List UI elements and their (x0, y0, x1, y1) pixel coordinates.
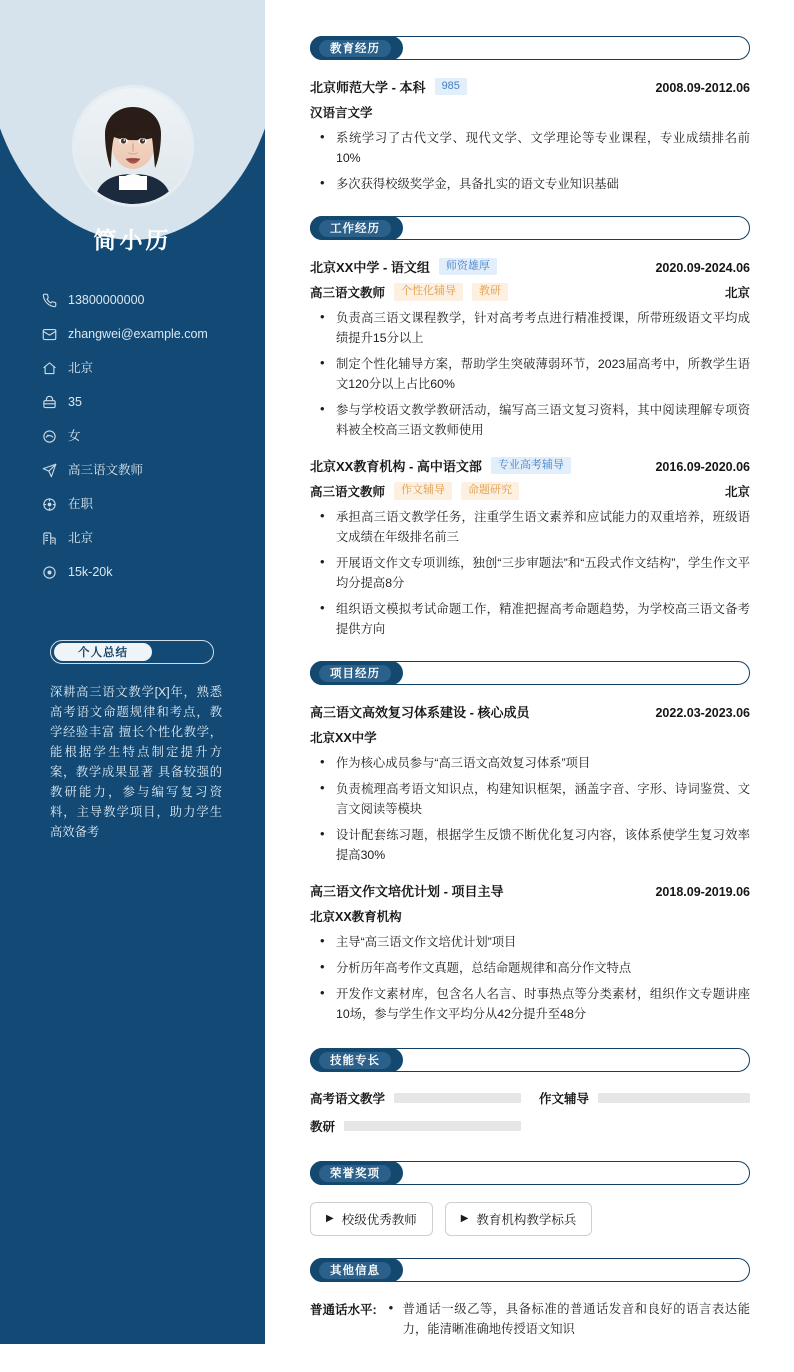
skill-name: 高考语文教学 (310, 1092, 386, 1106)
skill-item (310, 1117, 521, 1135)
entry-row (310, 283, 750, 301)
contact-item-email[interactable] (42, 327, 265, 342)
skill-bar-track (394, 1093, 521, 1103)
section-title: 其他信息 (319, 1262, 391, 1279)
honors-list (310, 1202, 750, 1236)
project-entry (310, 702, 750, 865)
entry-left (310, 257, 497, 276)
section-cap (310, 1161, 403, 1185)
list-item: • 开展语文作文专项训练，独创“三步审题法”和“五段式作文结构”，学生作文平均分提高8分 (314, 553, 750, 593)
list-item: • 承担高三语文教学任务，注重学生语文素养和应试能力的双重培养，班级语文成绩在年级排名前三 (314, 507, 750, 547)
contact-item-phone[interactable] (42, 293, 265, 308)
contact-value: 在职 (68, 497, 94, 512)
section-cap (310, 216, 403, 240)
project-name: 高三语文高效复习体系建设 - 核心成员 (310, 705, 530, 720)
work-location: 北京 (724, 485, 750, 499)
section-header-honors (310, 1161, 750, 1185)
city-icon (42, 531, 57, 546)
skill-item (310, 1089, 521, 1107)
home-icon (42, 361, 57, 376)
work-location: 北京 (724, 286, 750, 300)
company-tag: 师资雄厚 (439, 258, 497, 276)
honor-label: 校级优秀教师 (341, 1213, 417, 1227)
section-title: 项目经历 (319, 665, 391, 682)
section-cap (310, 36, 403, 60)
contact-item-salary (42, 565, 265, 580)
age-icon (42, 395, 57, 410)
project-org: 北京XX教育机构 (310, 910, 402, 924)
skill-name: 教研 (310, 1120, 336, 1134)
list-item: • 组织语文模拟考试命题工作，精准把握高考命题趋势，为学校高三语文备考提供方向 (314, 599, 750, 639)
entry-row (310, 881, 750, 900)
list-item: • 普通话一级乙等，具备标准的普通话发音和良好的语言表达能力，能清晰准确地传授语文知识 (383, 1299, 750, 1339)
email-icon (42, 327, 57, 342)
education-bullets (314, 128, 750, 194)
entry-left (310, 702, 530, 721)
list-item: • 制定个性化辅导方案，帮助学生突破薄弱环节，2023届高考中，所教学生语文120分以上占比60% (314, 354, 750, 394)
contact-value: zhangwei@example.com (68, 327, 208, 342)
work-entry (310, 257, 750, 440)
status-icon (42, 497, 57, 512)
contact-value: 15k-20k (68, 565, 113, 580)
list-item: • 负责高三语文课程教学，针对高考考点进行精准授课，所带班级语文平均成绩提升15分以上 (314, 308, 750, 348)
company-name: 北京XX教育机构 - 高中语文部 (310, 459, 482, 474)
contact-item-home (42, 361, 265, 376)
school-tag: 985 (435, 78, 467, 96)
contact-value: 女 (68, 429, 81, 444)
section-cap (310, 1048, 403, 1072)
contact-item-gender (42, 429, 265, 444)
list-item: • 负责梳理高考语文知识点，构建知识框架，涵盖字音、字形、诗词鉴赏、文言文阅读等模块 (314, 779, 750, 819)
skill-bar-track (598, 1093, 750, 1103)
entry-left (310, 77, 467, 96)
section-header-other (310, 1258, 750, 1282)
contact-list (42, 293, 265, 580)
role-tag: 命题研究 (461, 482, 519, 500)
other-info-key: 普通话水平: (310, 1303, 377, 1317)
contact-item-position (42, 463, 265, 478)
work-bullets (314, 507, 750, 639)
work-date: 2016.09-2020.06 (655, 460, 750, 474)
main-content (265, 0, 794, 1372)
list-item: • 系统学习了古代文学、现代文学、文学理论等专业课程，专业成绩排名前10% (314, 128, 750, 168)
entry-left (310, 283, 508, 301)
list-item: • 开发作文素材库，包含名人名言、时事热点等分类素材，组织作文专题讲座10场，参与学生作文平均分从42分提升至48分 (314, 984, 750, 1024)
list-item: • 主导“高三语文作文培优计划”项目 (314, 932, 750, 952)
project-name: 高三语文作文培优计划 - 项目主导 (310, 884, 504, 899)
sidebar (0, 0, 265, 1344)
summary-header (50, 640, 214, 664)
section-honors (310, 1161, 750, 1236)
entry-row (310, 482, 750, 500)
job-role: 高三语文教师 (310, 485, 386, 499)
section-title: 工作经历 (319, 220, 391, 237)
education-date: 2008.09-2012.06 (655, 81, 750, 95)
company-tag: 专业高考辅导 (491, 457, 571, 475)
section-title: 教育经历 (319, 40, 391, 57)
project-date: 2022.03-2023.06 (655, 706, 750, 720)
avatar-wrapper (75, 0, 191, 204)
entry-left (310, 881, 504, 900)
work-entry (310, 456, 750, 639)
contact-item-status (42, 497, 265, 512)
section-other (310, 1258, 750, 1339)
company-name: 北京XX中学 - 语文组 (310, 260, 430, 275)
role-tag: 教研 (472, 283, 508, 301)
phone-icon (42, 293, 57, 308)
salary-icon (42, 565, 57, 580)
work-bullets (314, 308, 750, 440)
list-item: • 参与学校语文教学教研活动，编写高三语文复习资料，其中阅读理解专项资料被全校高三语文教师使用 (314, 400, 750, 440)
list-item: • 作为核心成员参与“高三语文高效复习体系”项目 (314, 753, 750, 773)
person-name: 简小历 (93, 227, 172, 253)
section-header-work (310, 216, 750, 240)
position-icon (42, 463, 57, 478)
project-entry (310, 881, 750, 1024)
section-education (310, 36, 750, 194)
section-title: 荣誉奖项 (319, 1165, 391, 1182)
skills-list (310, 1089, 750, 1135)
contact-value: 35 (68, 395, 82, 410)
summary-title: 个人总结 (54, 643, 152, 661)
section-cap (310, 1258, 403, 1282)
work-date: 2020.09-2024.06 (655, 261, 750, 275)
other-bullets (383, 1299, 750, 1339)
contact-value: 高三语文教师 (68, 463, 144, 478)
entry-row (310, 77, 750, 96)
skill-bar-track (344, 1121, 521, 1131)
entry-row (310, 702, 750, 721)
school-name: 北京师范大学 - 本科 (310, 80, 426, 95)
section-header-education (310, 36, 750, 60)
list-item: • 多次获得校级奖学金，具备扎实的语文专业知识基础 (314, 174, 750, 194)
honor-badge[interactable] (445, 1202, 593, 1236)
other-info-value (383, 1299, 750, 1339)
section-header-projects (310, 661, 750, 685)
entry-row (310, 257, 750, 276)
section-title: 技能专长 (319, 1052, 391, 1069)
contact-item-city (42, 531, 265, 546)
contact-value: 13800000000 (68, 293, 145, 308)
play-triangle-icon: ▶ (460, 1213, 469, 1224)
skill-name: 作文辅导 (539, 1092, 590, 1106)
avatar (75, 88, 191, 204)
entry-left (310, 456, 571, 475)
entry-row (310, 456, 750, 475)
honor-label: 教育机构教学标兵 (476, 1213, 577, 1227)
role-tag: 个性化辅导 (394, 283, 463, 301)
education-entry (310, 77, 750, 194)
section-skills (310, 1048, 750, 1135)
list-item: • 设计配套练习题，根据学生反馈不断优化复习内容，该体系使学生复习效率提高30% (314, 825, 750, 865)
role-tag: 作文辅导 (394, 482, 452, 500)
contact-item-age (42, 395, 265, 410)
project-bullets (314, 932, 750, 1024)
contact-value: 北京 (68, 361, 94, 376)
section-work (310, 216, 750, 639)
contact-value: 北京 (68, 531, 94, 546)
section-projects (310, 661, 750, 1024)
section-header-skills (310, 1048, 750, 1072)
summary-section (50, 640, 249, 842)
project-org: 北京XX中学 (310, 731, 377, 745)
list-item: • 分析历年高考作文真题，总结命题规律和高分作文特点 (314, 958, 750, 978)
section-cap (310, 661, 403, 685)
project-date: 2018.09-2019.06 (655, 885, 750, 899)
honor-badge[interactable] (310, 1202, 433, 1236)
job-role: 高三语文教师 (310, 286, 386, 300)
skill-item (539, 1089, 750, 1107)
major: 汉语言文学 (310, 106, 373, 120)
play-triangle-icon: ▶ (326, 1213, 334, 1224)
other-info-row (310, 1299, 750, 1339)
entry-left (310, 482, 519, 500)
summary-text: 深耕高三语文教学[X]年，熟悉高考语文命题规律和考点，教学经验丰富 擅长个性化教学，能根据学生特点制定提升方案，教学成果显著 具备较强的教研能力，参与编写复习资料，主导教学项目，助力学生高效备考 (50, 685, 222, 839)
gender-icon (42, 429, 57, 444)
project-bullets (314, 753, 750, 865)
